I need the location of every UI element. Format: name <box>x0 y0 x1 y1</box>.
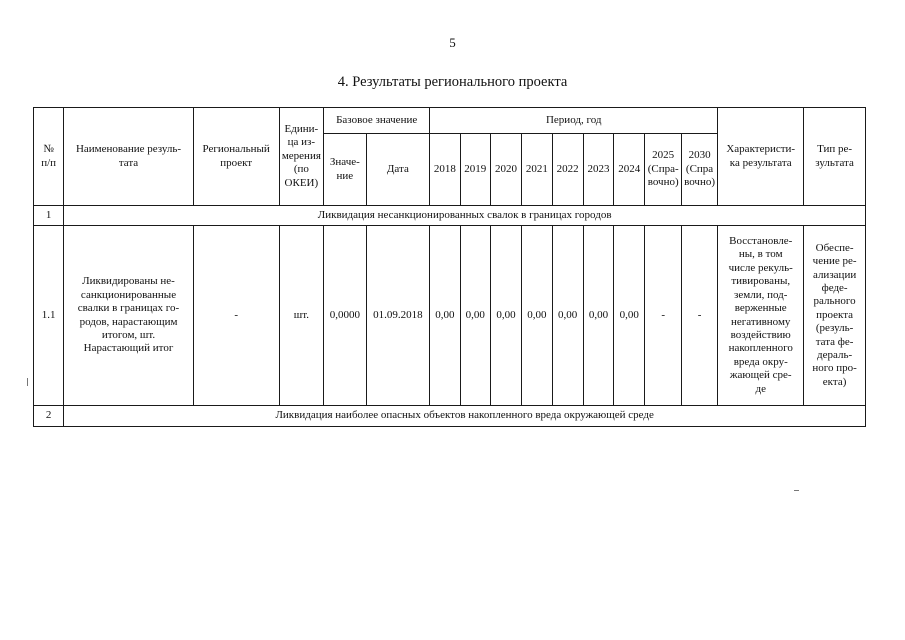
page-number: 5 <box>449 35 456 50</box>
header-project: Региональный проект <box>193 108 279 206</box>
header-year: 2022 <box>552 134 583 206</box>
section-row-2 <box>34 406 866 427</box>
header-year-2030: 2030 (Спра вочно) <box>681 134 717 206</box>
header-type: Тип ре- зультата <box>804 108 866 206</box>
row-year-value: 0,00 <box>583 226 613 406</box>
header-year: 2020 <box>490 134 521 206</box>
row-year-2030: - <box>681 226 717 406</box>
row-project: - <box>193 226 279 406</box>
header-year: 2024 <box>614 134 645 206</box>
section-2-title: Ликвидация наиболее опасных объектов накопленного вреда окружающей среде <box>64 406 866 427</box>
row-name: Ликвидированы не- санкционированные свалки в границах го- родов, нарастающим итогом, шт. Нарастающий итог <box>64 226 193 406</box>
section-1-num: 1 <box>34 206 64 226</box>
header-num: № п/п <box>34 108 64 206</box>
header-base-date: Дата <box>366 134 430 206</box>
section-1-title: Ликвидация несанкционированных свалок в границах городов <box>64 206 866 226</box>
section-row-1 <box>34 206 866 226</box>
header-name: Наименование резуль- тата <box>64 108 193 206</box>
row-year-value: 0,00 <box>552 226 583 406</box>
row-year-value: 0,00 <box>490 226 521 406</box>
header-base-value: Значе- ние <box>324 134 366 206</box>
row-type: Обеспе- чение ре- ализации феде- рального проекта (резуль- тата фе- дераль- ного про- екта) <box>804 226 866 406</box>
row-year-2025: - <box>645 226 681 406</box>
row-year-value: 0,00 <box>614 226 645 406</box>
header-year: 2023 <box>583 134 613 206</box>
row-base-value: 0,0000 <box>324 226 366 406</box>
section-2-num: 2 <box>34 406 64 427</box>
row-num: 1.1 <box>34 226 64 406</box>
row-unit: шт. <box>279 226 323 406</box>
scan-artifact <box>27 378 28 386</box>
scan-artifact <box>794 490 799 491</box>
row-base-date: 01.09.2018 <box>366 226 430 406</box>
header-year: 2019 <box>460 134 490 206</box>
row-year-value: 0,00 <box>430 226 460 406</box>
results-table <box>33 107 866 427</box>
header-row-top <box>34 108 866 134</box>
header-unit: Едини- ца из- мерения (по ОКЕИ) <box>279 108 323 206</box>
row-year-value: 0,00 <box>460 226 490 406</box>
table-row <box>34 226 866 406</box>
row-characteristic: Восстановле- ны, в том числе рекуль- тивированы, земли, под- верженные негативному воздействию накопленного вреда окру- жающей сре- де <box>718 226 804 406</box>
section-title: 4. Результаты регионального проекта <box>337 74 568 90</box>
header-characteristic: Характеристи- ка результата <box>718 108 804 206</box>
header-year: 2018 <box>430 134 460 206</box>
row-year-value: 0,00 <box>522 226 552 406</box>
header-base: Базовое значение <box>324 108 430 134</box>
header-period: Период, год <box>430 108 718 134</box>
header-year-2025: 2025 (Спра- вочно) <box>645 134 681 206</box>
header-year: 2021 <box>522 134 552 206</box>
